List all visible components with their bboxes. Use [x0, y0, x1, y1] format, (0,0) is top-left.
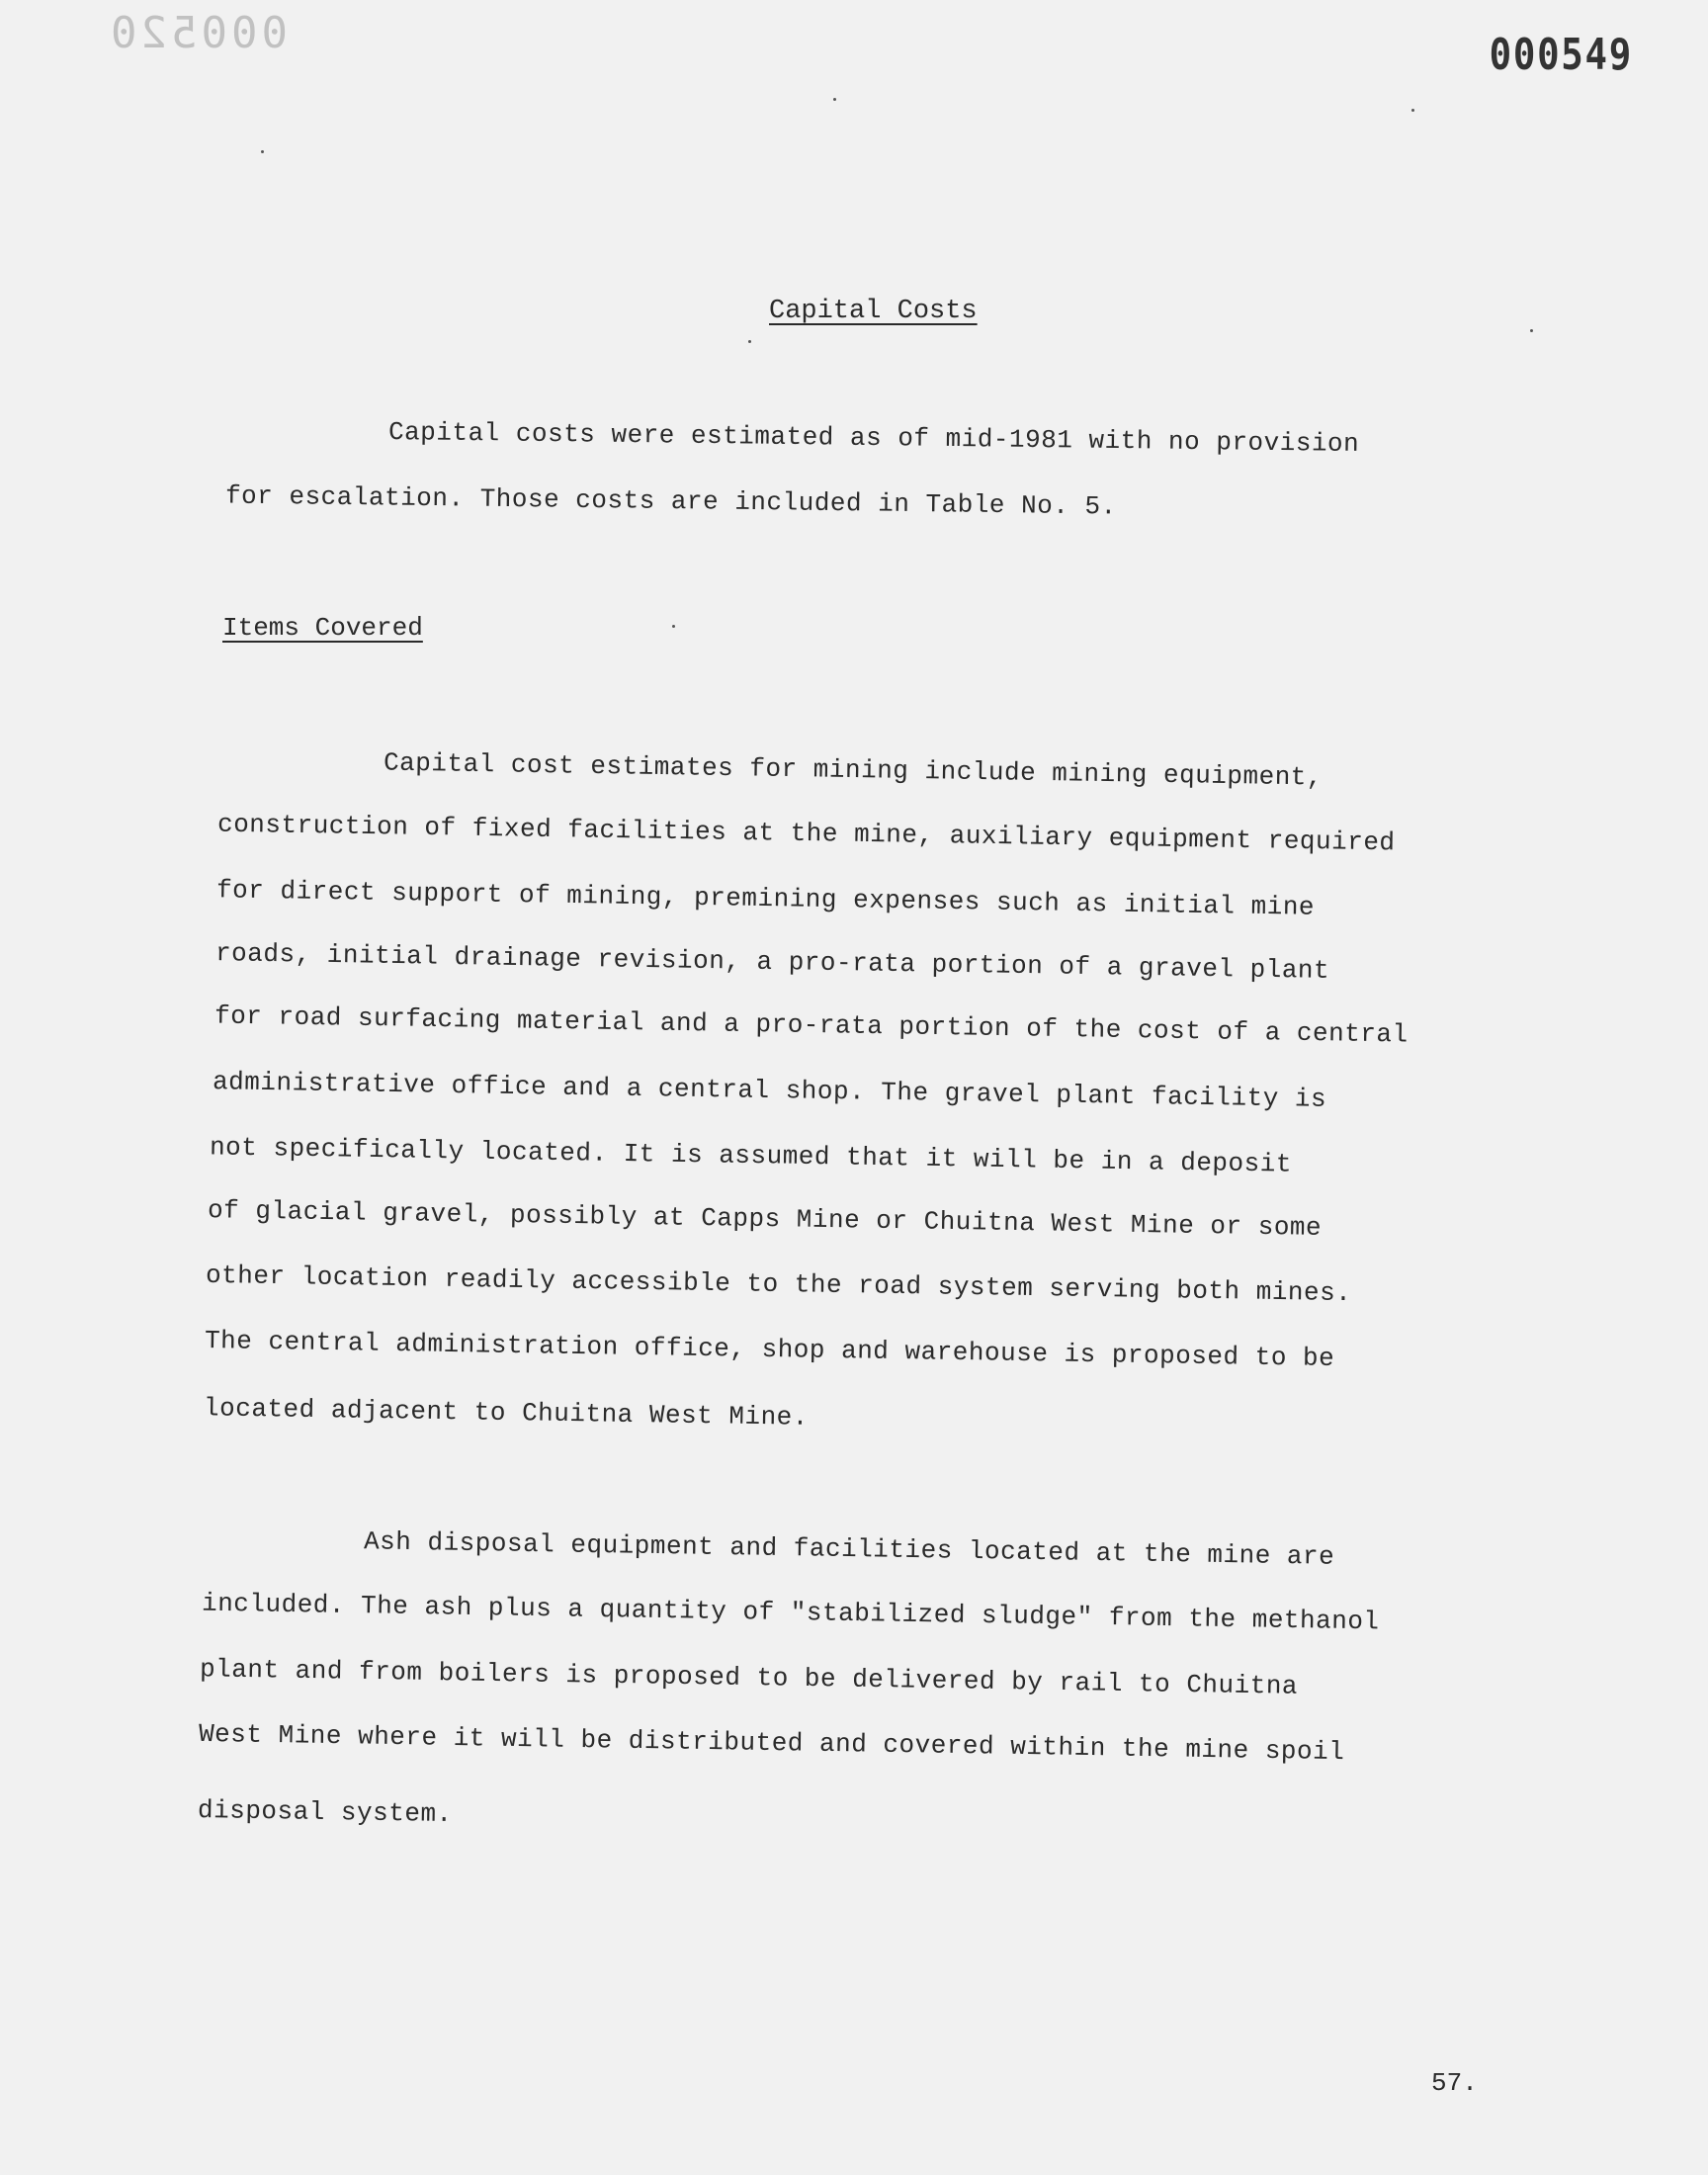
paragraph-line: included. The ash plus a quantity of "stabilized sludge" from the methanol: [201, 1588, 1380, 1637]
bleed-through-document-number: 000520: [107, 8, 288, 58]
paragraph-line: administrative office and a central shop. The gravel plant facility is: [212, 1067, 1327, 1114]
scan-speck: [748, 340, 751, 343]
paragraph-line: Ash disposal equipment and facilities located at the mine are: [363, 1526, 1335, 1572]
page-number: 57.: [1431, 2068, 1478, 2098]
paragraph-line: The central administration office, shop and warehouse is proposed to be: [204, 1326, 1335, 1373]
page-title: Capital Costs: [769, 297, 978, 326]
paragraph-line: of glacial gravel, possibly at Capps Mine or Chuitna West Mine or some: [207, 1195, 1323, 1243]
scan-speck: [261, 150, 264, 153]
intro-line: Capital costs were estimated as of mid-1981 with no provision: [387, 417, 1360, 459]
paragraph-line: located adjacent to Chuitna West Mine.: [203, 1393, 810, 1433]
paragraph-line: roads, initial drainage revision, a pro-rata portion of a gravel plant: [214, 938, 1330, 986]
section-heading: Items Covered: [222, 613, 423, 643]
scan-speck: [833, 98, 836, 101]
scan-speck: [672, 625, 675, 628]
document-number: 000549: [1489, 30, 1633, 80]
paragraph-line: disposal system.: [197, 1794, 453, 1830]
paragraph-line: construction of fixed facilities at the mine, auxiliary equipment required: [216, 809, 1396, 858]
paragraph-line: plant and from boilers is proposed to be delivered by rail to Chuitna: [199, 1654, 1299, 1701]
scan-speck: [1530, 329, 1533, 332]
scan-speck: [1411, 109, 1414, 112]
intro-line: for escalation. Those costs are included in Table No. 5.: [224, 480, 1117, 522]
paragraph-line: for road surfacing material and a pro-rata portion of the cost of a central: [214, 1000, 1409, 1050]
paragraph-line: not specifically located. It is assumed that it will be in a deposit: [209, 1132, 1293, 1179]
paragraph-line: Capital cost estimates for mining include mining equipment,: [383, 747, 1324, 793]
paragraph-line: other location readily accessible to the road system serving both mines.: [205, 1260, 1352, 1309]
paragraph-line: West Mine where it will be distributed and covered within the mine spoil: [198, 1718, 1345, 1768]
paragraph-line: for direct support of mining, premining expenses such as initial mine: [215, 875, 1316, 922]
